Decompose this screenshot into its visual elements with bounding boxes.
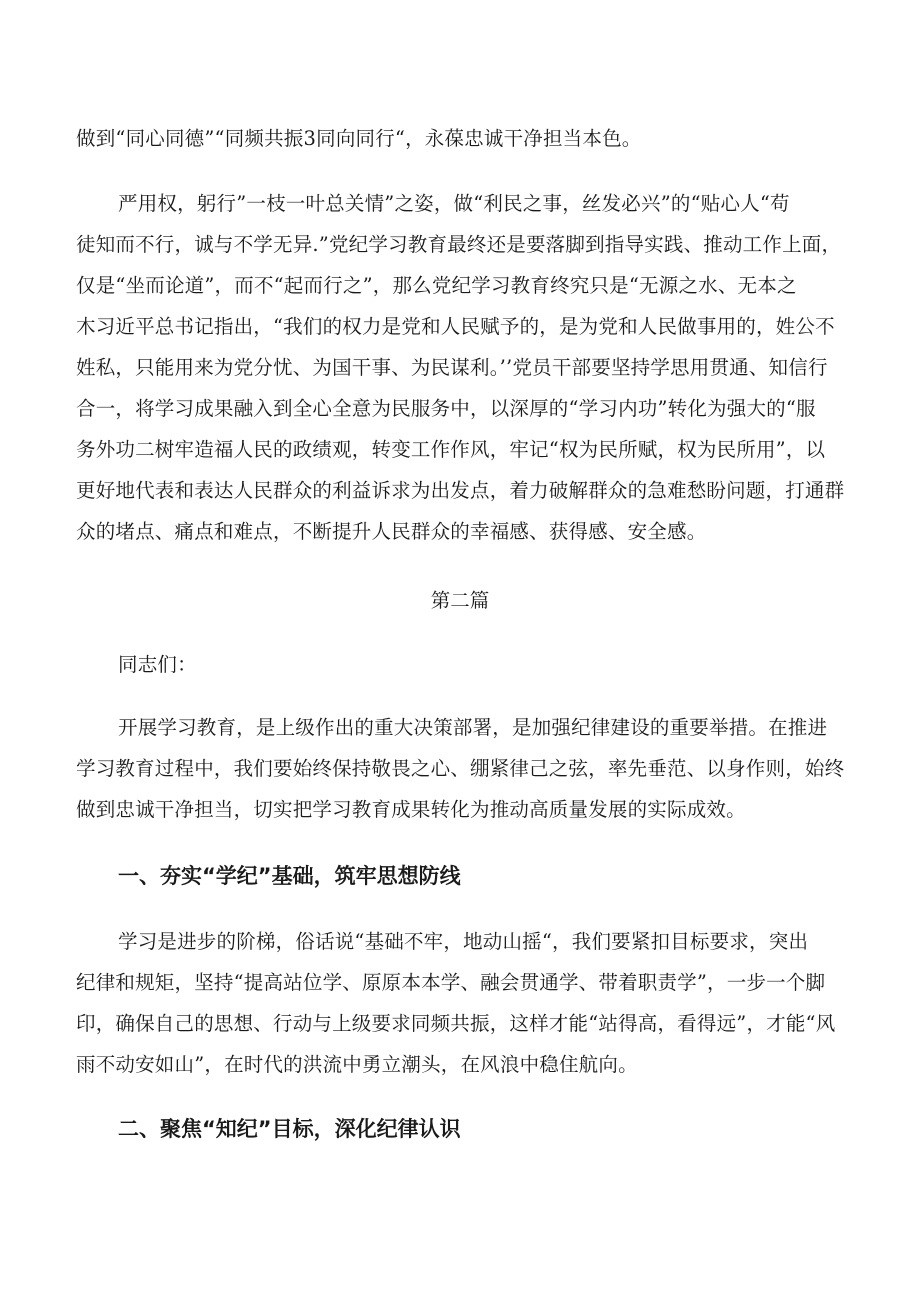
paragraph-2-line-9: 众的堵点、痛点和难点，不断提升人民群众的幸福感、获得感、安全感。 <box>76 520 707 543</box>
paragraph-2-line-2: 徒知而不行，诚与不学无异.”党纪学习教育最终还是要落脚到指导实践、推动工作上面， <box>76 233 842 256</box>
paragraph-2-line-3: 仅是“坐而论道”，而不“起而行之”，那么党纪学习教育终究只是“无源之水、无本之 <box>76 274 797 297</box>
paragraph-2-line-8: 更好地代表和表达人民群众的利益诉求为出发点，着力破解群众的急难愁盼问题，打通群 <box>76 479 845 502</box>
paragraph-2-line-6: 合一，将学习成果融入到全心全意为民服务中，以深厚的“学习内功”转化为强大的“服 <box>76 397 816 420</box>
section-title: 第二篇 <box>430 589 490 612</box>
paragraph-3-line-1: 开展学习教育，是上级作出的重大决策部署，是加强纪律建设的重要举措。在推进 <box>118 716 828 739</box>
salutation: 同志们： <box>118 653 197 676</box>
paragraph-2-line-4: 木习近平总书记指出，“我们的权力是党和人民赋予的，是为党和人民做事用的，姓公不 <box>76 315 835 338</box>
heading-1: 一、夯实“学纪”基础，筑牢思想防线 <box>118 864 461 888</box>
paragraph-4-line-3: 印，确保自己的思想、行动与上级要求同频共振，这样才能“站得高，看得远”，才能“风 <box>76 1012 836 1035</box>
paragraph-2-line-5: 姓私，只能用来为党分忧、为国干事、为民谋利。’’党员干部要坚持学思用贯通、知信行 <box>76 356 828 379</box>
paragraph-3-line-3: 做到忠诚干净担当，切实把学习教育成果转化为推动高质量发展的实际成效。 <box>76 798 746 821</box>
paragraph-2-line-7: 务外功二树牢造福人民的政绩观，转变工作作风，牢记“权为民所赋，权为民所用”，以 <box>76 438 826 461</box>
paragraph-4-line-1: 学习是进步的阶梯，俗话说“基础不牢，地动山摇“，我们要紧扣目标要求，突出 <box>118 930 809 953</box>
heading-2: 二、聚焦“知纪”目标，深化纪律认识 <box>118 1117 461 1141</box>
paragraph-1-line-1: 做到“同心同德”“同频共振3同向同行“，永葆忠诚干净担当本色。 <box>76 127 642 150</box>
paragraph-4-line-4: 雨不动安如山”，在时代的洪流中勇立潮头，在风浪中稳住航向。 <box>76 1053 638 1076</box>
paragraph-4-line-2: 纪律和规矩，坚持“提高站位学、原原本本学、融会贯通学、带着职责学”，一步一个脚 <box>76 971 826 994</box>
paragraph-2-line-1: 严用权，躬行”一枝一叶总关情”之姿，做“利民之事，丝发必兴”的“贴心人“苟 <box>118 192 790 215</box>
paragraph-3-line-2: 学习教育过程中，我们要始终保持敬畏之心、绷紧律己之弦，率先垂范、以身作则，始终 <box>76 757 845 780</box>
